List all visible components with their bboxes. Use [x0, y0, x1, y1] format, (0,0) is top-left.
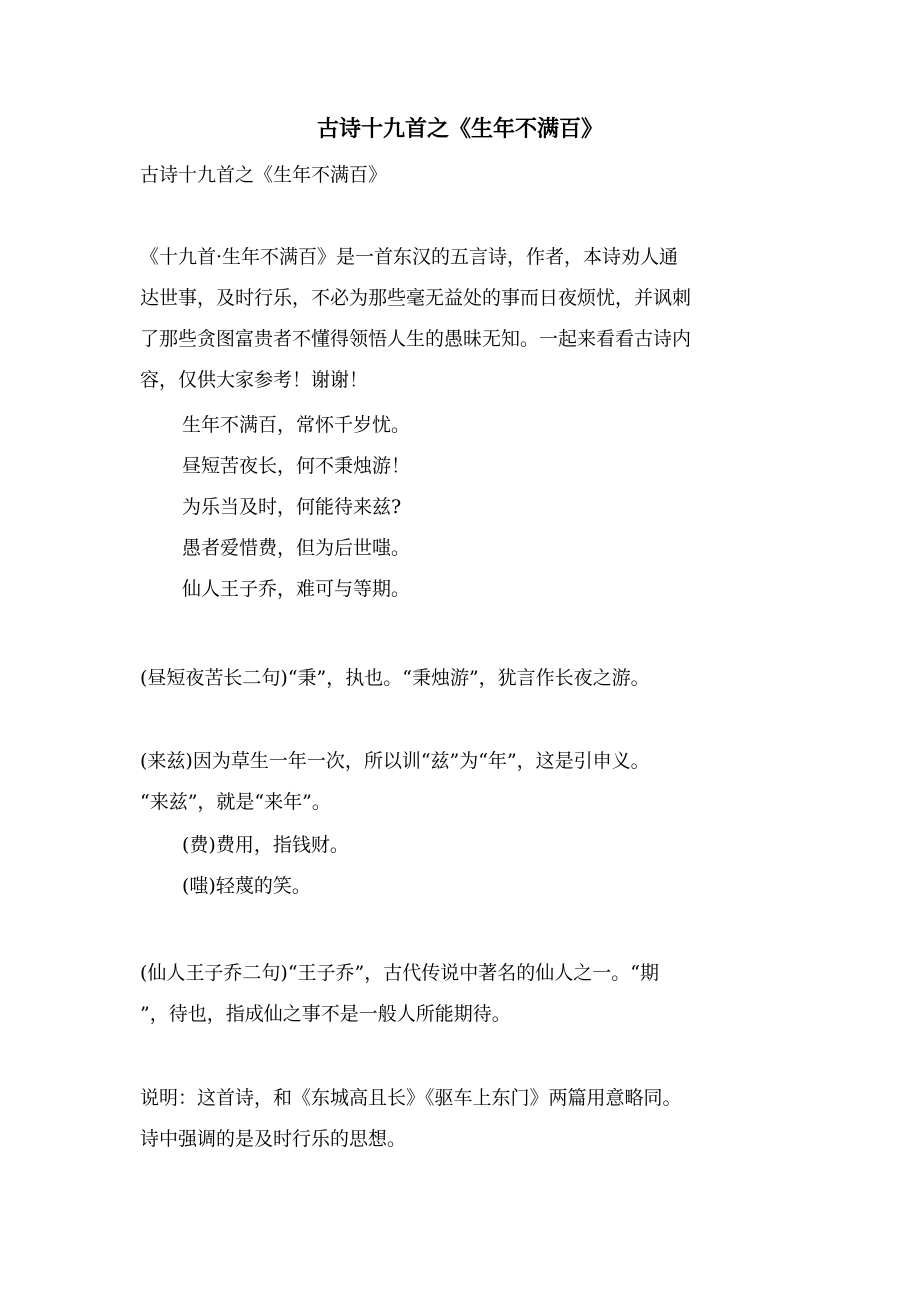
- note-paragraph: [140, 741, 780, 823]
- document-title: 古诗十九首之《生年不满百》: [316, 116, 603, 142]
- note-line: (昼短夜苦长二句)“秉”，执也。“秉烛游”，犹言作长夜之游。: [140, 667, 650, 689]
- poem-line: 为乐当及时，何能待来兹?: [182, 496, 402, 518]
- subtitle-block: [140, 155, 780, 196]
- intro-line: 达世事，及时行乐，不必为那些毫无益处的事而日夜烦忧，并讽刺: [140, 287, 692, 309]
- note-line: ”，待也，指成仙之事不是一般人所能期待。: [140, 1003, 511, 1025]
- summary-line: 说明：这首诗，和《东城高且长》《驱车上东门》两篇用意略同。: [140, 1087, 682, 1109]
- note-line: (来兹)因为草生一年一次，所以训“兹”为“年”，这是引申义。: [140, 750, 650, 772]
- note-paragraph: [140, 658, 780, 699]
- note-line: (费)费用，指钱财。: [182, 834, 349, 856]
- poem-line: 昼短苦夜长，何不秉烛游！: [182, 455, 411, 477]
- summary-paragraph: [140, 1078, 780, 1160]
- poem-stanza: [140, 405, 780, 610]
- intro-paragraph: [140, 237, 780, 401]
- poem-line: 生年不满百，常怀千岁忧。: [182, 414, 411, 436]
- intro-line: 《十九首·生年不满百》是一首东汉的五言诗，作者，本诗劝人通: [140, 246, 679, 268]
- note-paragraph: [140, 953, 780, 1035]
- intro-line: 容，仅供大家参考！谢谢！: [140, 369, 369, 391]
- subtitle: 古诗十九首之《生年不满百》: [140, 164, 388, 186]
- note-line: (仙人王子乔二句)“王子乔”，古代传说中著名的仙人之一。“期: [140, 962, 659, 984]
- note-line: “来兹”，就是“来年”。: [140, 791, 331, 813]
- intro-line: 了那些贪图富贵者不懂得领悟人生的愚昧无知。一起来看看古诗内: [140, 328, 692, 350]
- note-paragraph: [140, 825, 780, 907]
- summary-line: 诗中强调的是及时行乐的思想。: [140, 1128, 407, 1150]
- note-line: (嗤)轻蔑的笑。: [182, 875, 311, 897]
- poem-line: 仙人王子乔，难可与等期。: [182, 578, 411, 600]
- poem-line: 愚者爱惜费，但为后世嗤。: [182, 537, 411, 559]
